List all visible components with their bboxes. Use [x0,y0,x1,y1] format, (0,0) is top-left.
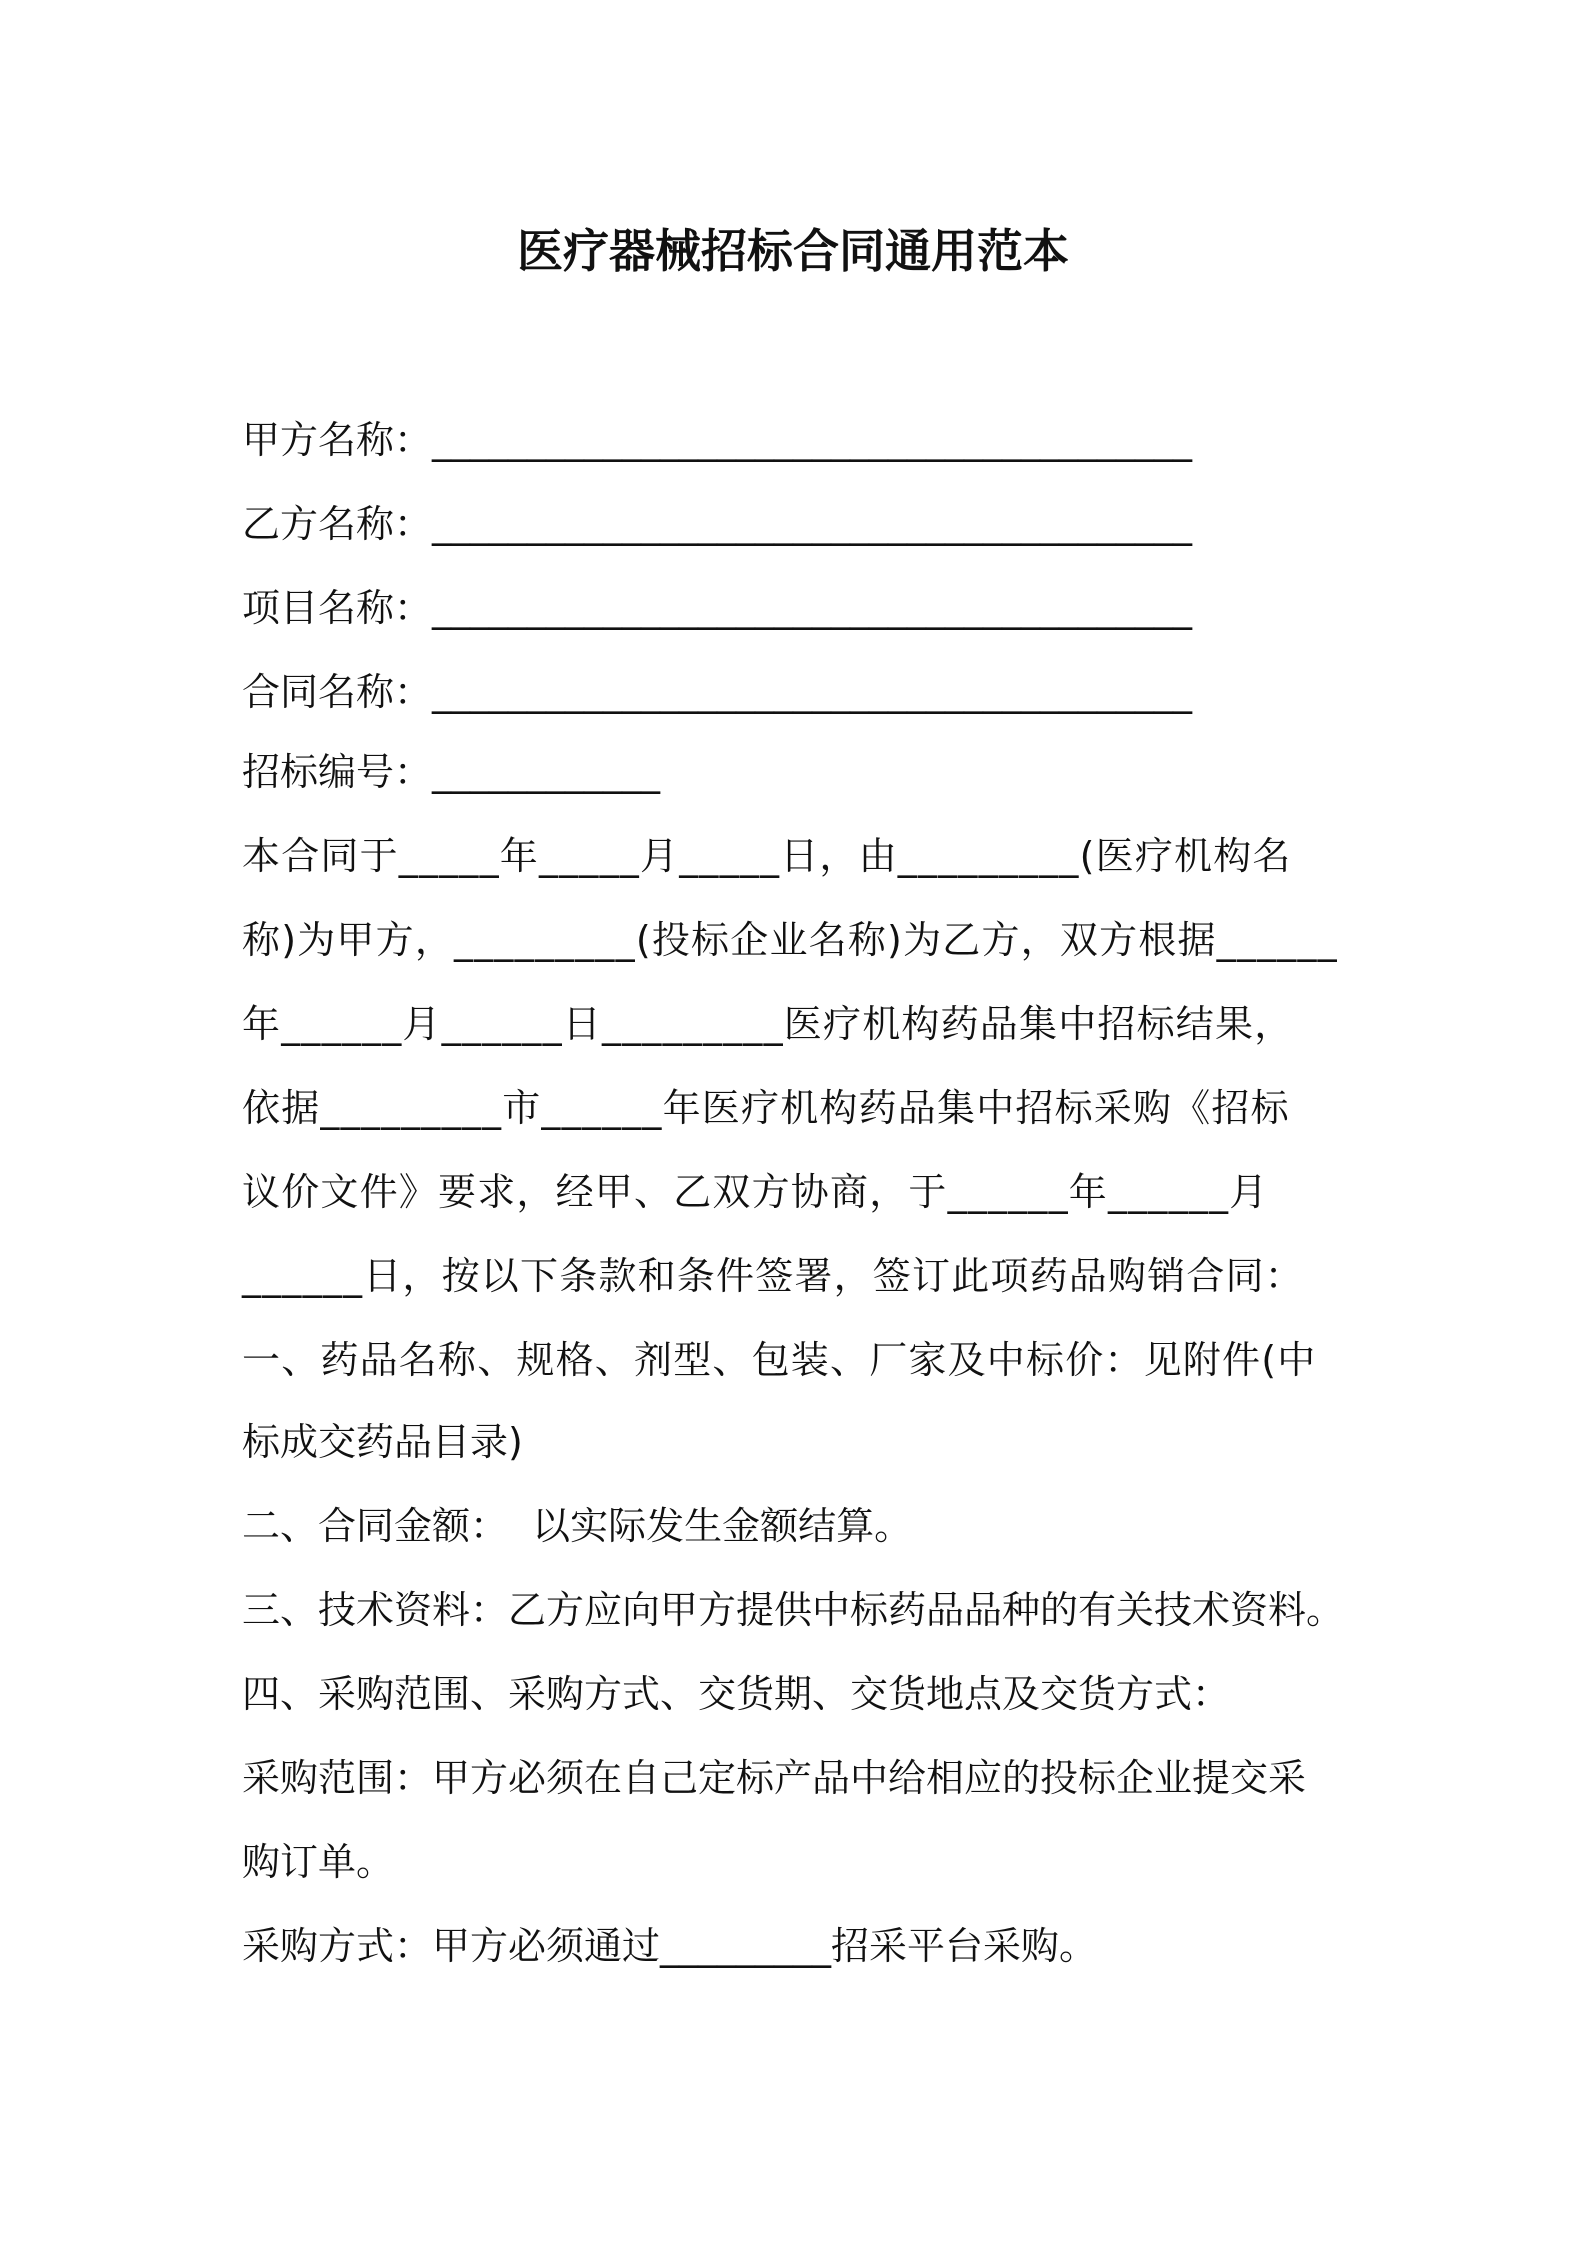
tender-number-field: 招标编号：____________ [242,750,661,794]
clause-4-heading: 四、采购范围、采购方式、交货期、交货地点及交货方式： [242,1672,1231,1716]
procurement-method: 采购方式：甲方必须通过_________招采平台采购。 [242,1924,1098,1968]
preamble-line-6: ______日，按以下条款和条件签署，签订此项药品购销合同： [242,1254,1305,1298]
clause-3: 三、技术资料：乙方应向甲方提供中标药品品种的有关技术资料。 [242,1588,1345,1632]
clause-1-line-2: 标成交药品目录) [242,1420,523,1464]
document-title: 医疗器械招标合同通用范本 [517,224,1069,278]
contract-name-field: 合同名称：________________________________________ [242,670,1193,714]
preamble-line-2: 称)为甲方，_________(投标企业名称)为乙方，双方根据______ [242,918,1338,962]
project-name-field: 项目名称：________________________________________ [242,586,1193,630]
party-b-name-field: 乙方名称：________________________________________ [242,502,1193,546]
preamble-line-4: 依据_________市______年医疗机构药品集中招标采购《招标 [242,1086,1290,1130]
procurement-scope-line-1: 采购范围：甲方必须在自己定标产品中给相应的投标企业提交采 [242,1756,1307,1800]
clause-2: 二、合同金额： 以实际发生金额结算。 [242,1504,913,1548]
preamble-line-1: 本合同于_____年_____月_____日，由_________(医疗机构名 [242,834,1292,878]
preamble-line-5: 议价文件》要求，经甲、乙双方协商，于______年______月 [242,1170,1269,1214]
procurement-scope-line-2: 购订单。 [242,1840,395,1884]
clause-1-line-1: 一、药品名称、规格、剂型、包装、厂家及中标价：见附件(中 [242,1338,1317,1382]
preamble-line-3: 年______月______日_________医疗机构药品集中招标结果， [242,1002,1294,1046]
party-a-name-field: 甲方名称：________________________________________ [242,418,1193,462]
